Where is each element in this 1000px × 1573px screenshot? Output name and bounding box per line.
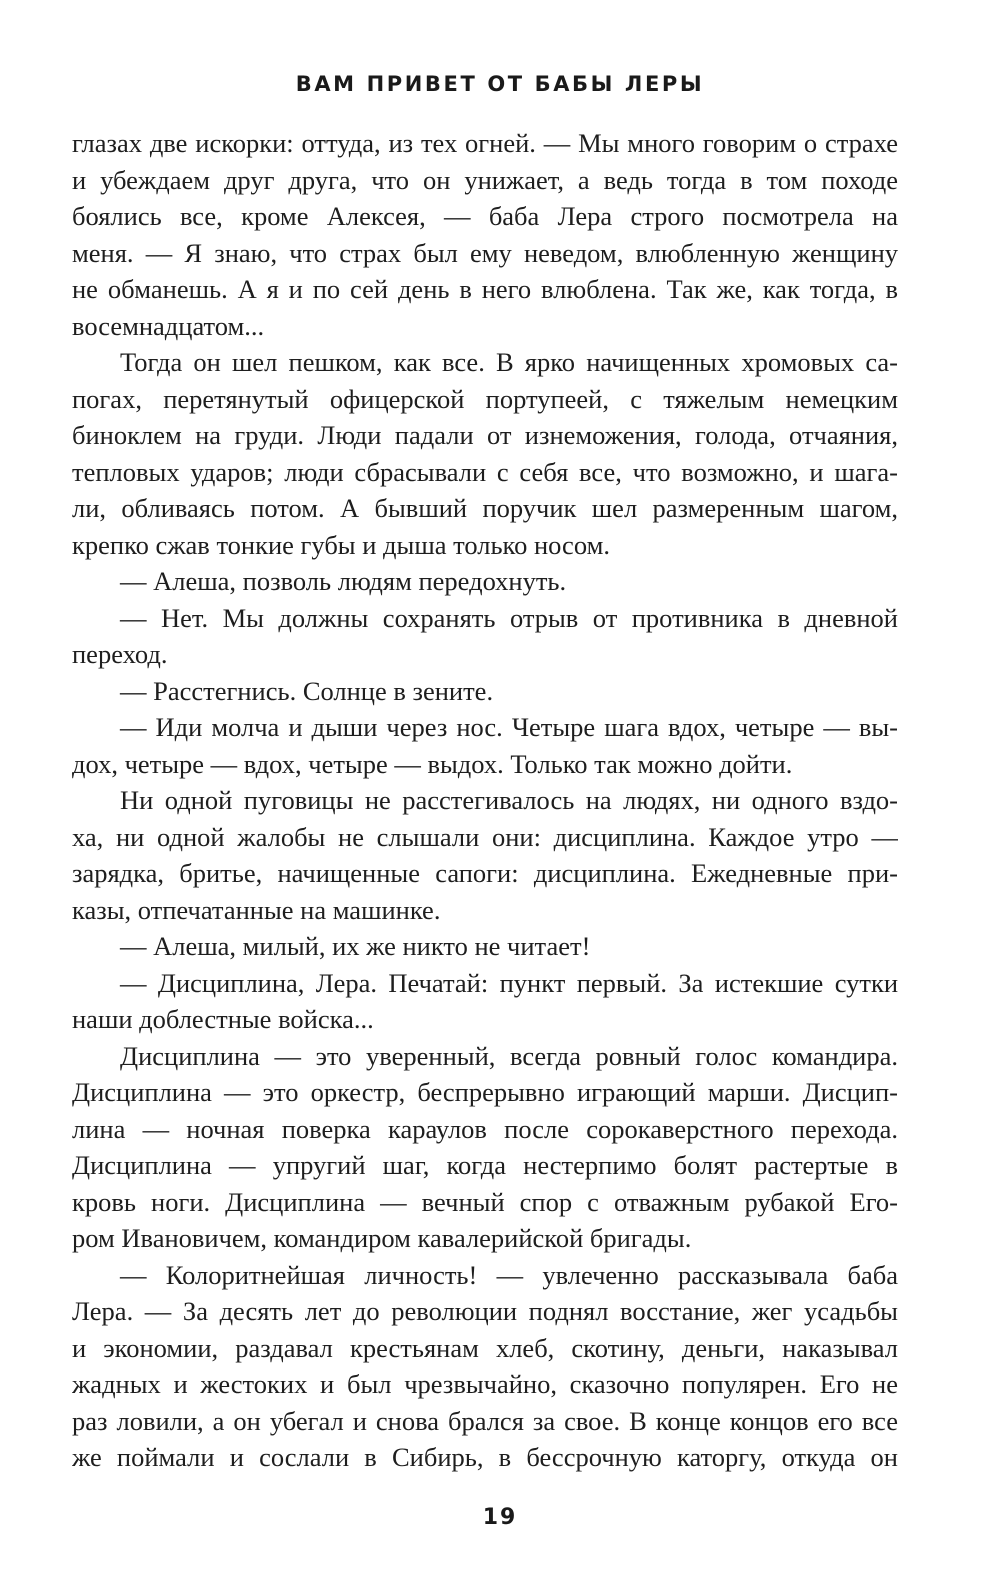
text-line: — Расстегнись. Солнце в зените. [120, 675, 494, 706]
text-line: зарядка, бритье, начищенные сапоги: дисциплина. Ежедневные при- [72, 858, 898, 888]
text-line: лина — ночная поверка караулов после сорокаверстного перехода. [72, 1113, 898, 1144]
text-line: раз ловили, а он убегал и снова брался за свое. В конце концов его все [72, 1405, 898, 1436]
text-line: Ни одной пуговицы не расстегивалось на людях, ни одного вздо- [120, 785, 898, 815]
text-line: Дисциплина — упругий шаг, когда нестерпимо болят растертые в [72, 1150, 898, 1180]
text-line: жадных и жестоких и был чрезвычайно, сказочно популярен. Его не [72, 1369, 898, 1399]
text-line: крепко сжав тонкие губы и дыша только носом. [72, 529, 610, 560]
text-line: ром Ивановичем, командиром кавалерийской бригады. [72, 1223, 692, 1253]
text-line: меня. — Я знаю, что страх был ему неведом, влюбленную женщину [72, 237, 898, 268]
body-text [72, 125, 898, 1476]
text-line: же поймали и сослали в Сибирь, в бессрочную каторгу, откуда он [72, 1442, 898, 1472]
page-number: 19 [482, 1505, 518, 1530]
text-line: — Дисциплина, Лера. Печатай: пункт первый. За истекшие сутки [120, 967, 898, 998]
text-line: Дисциплина — это уверенный, всегда ровный голос командира. [120, 1040, 898, 1071]
text-line: — Алеша, милый, их же никто не читает! [120, 931, 591, 961]
text-line: ха, ни одной жалобы не слышали они: дисциплина. Каждое утро — [72, 821, 898, 852]
text-line: не обманешь. А я и по сей день в него влюблена. Так же, как тогда, в [72, 274, 898, 304]
text-line: Дисциплина — это оркестр, беспрерывно играющий марши. Дисцип- [72, 1077, 898, 1107]
text-line: Тогда он шел пешком, как все. В ярко начищенных хромовых са- [120, 347, 898, 377]
text-line: ли, обливаясь потом. А бывший поручик шел размеренным шагом, [72, 493, 898, 523]
text-line: наши доблестные войска... [72, 1004, 374, 1034]
text-line: глазах две искорки: оттуда, из тех огней. — Мы много говорим о страхе [72, 128, 898, 158]
text-line: — Колоритнейшая личность! — увлеченно рассказывала баба [120, 1259, 898, 1290]
running-header: ВАМ ПРИВЕТ ОТ БАБЫ ЛЕРЫ [295, 72, 705, 96]
text-line: биноклем на груди. Люди падали от изнеможения, голода, отчаяния, [72, 420, 898, 450]
text-line: — Нет. Мы должны сохранять отрыв от противника в дневной [120, 602, 898, 633]
text-line: переход. [72, 639, 168, 669]
text-line: и убеждаем друг друга, что он унижает, а ведь тогда в том походе [72, 164, 898, 195]
text-line: восемнадцатом... [72, 310, 265, 341]
text-line: и экономии, раздавал крестьянам хлеб, скотину, деньги, наказывал [72, 1332, 898, 1363]
text-line: тепловых ударов; люди сбрасывали с себя все, что возможно, и шага- [72, 456, 898, 487]
text-line: — Алеша, позволь людям передохнуть. [120, 566, 567, 596]
text-line: — Иди молча и дыши через нос. Четыре шага вдох, четыре — вы- [120, 712, 898, 742]
text-line: казы, отпечатанные на машинке. [72, 894, 441, 925]
text-line: кровь ноги. Дисциплина — вечный спор с отважным рубакой Его- [72, 1186, 898, 1217]
text-line: боялись все, кроме Алексея, — баба Лера строго посмотрела на [72, 201, 898, 231]
text-line: погах, перетянутый офицерской портупеей, с тяжелым немецким [72, 383, 898, 414]
text-line: дох, четыре — вдох, четыре — выдох. Только так можно дойти. [72, 748, 793, 779]
text-line: Лера. — За десять лет до революции поднял восстание, жег усадьбы [72, 1296, 898, 1326]
